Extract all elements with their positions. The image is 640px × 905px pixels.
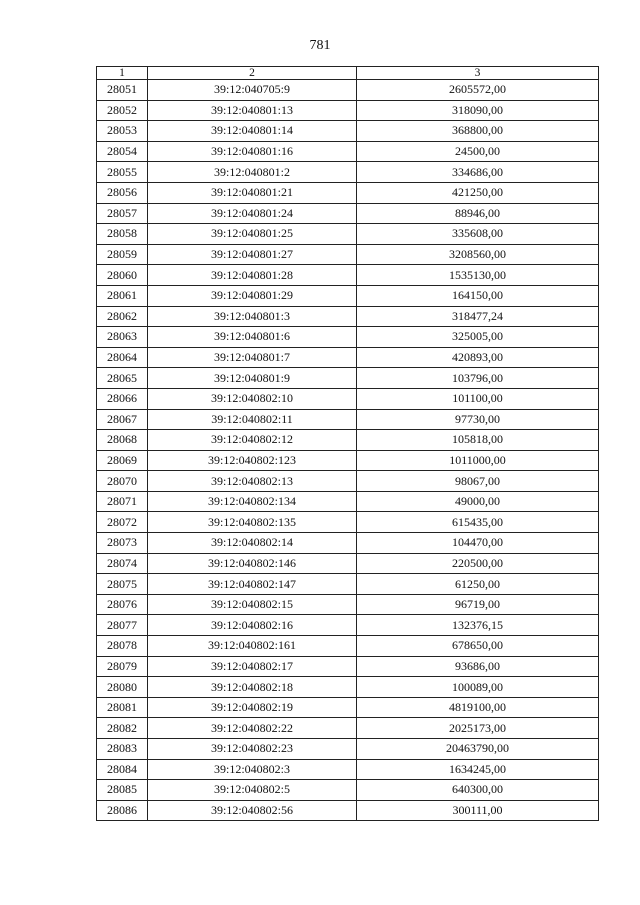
- table-row: [97, 533, 599, 554]
- value-cell: 61250,00: [357, 574, 599, 595]
- cadastral-number-cell: 39:12:040802:18: [148, 677, 357, 698]
- cadastral-number-cell: 39:12:040802:147: [148, 574, 357, 595]
- cadastral-number-cell: 39:12:040801:25: [148, 224, 357, 245]
- row-number-cell: 28067: [97, 409, 148, 430]
- table-row: [97, 800, 599, 821]
- column-header-3: 3: [357, 67, 599, 80]
- row-number-cell: 28058: [97, 224, 148, 245]
- row-number-cell: 28053: [97, 121, 148, 142]
- row-number-cell: 28061: [97, 285, 148, 306]
- cadastral-number-cell: 39:12:040801:29: [148, 285, 357, 306]
- registry-table-body: [97, 67, 599, 821]
- table-row: [97, 409, 599, 430]
- cadastral-number-cell: 39:12:040801:28: [148, 265, 357, 286]
- row-number-cell: 28072: [97, 512, 148, 533]
- value-cell: 97730,00: [357, 409, 599, 430]
- table-row: [97, 244, 599, 265]
- table-header-row: [97, 67, 599, 80]
- row-number-cell: 28060: [97, 265, 148, 286]
- table-row: [97, 141, 599, 162]
- table-row: [97, 285, 599, 306]
- table-row: [97, 327, 599, 348]
- table-row: [97, 739, 599, 760]
- cadastral-number-cell: 39:12:040802:22: [148, 718, 357, 739]
- row-number-cell: 28062: [97, 306, 148, 327]
- value-cell: 98067,00: [357, 471, 599, 492]
- value-cell: 1011000,00: [357, 450, 599, 471]
- cadastral-number-cell: 39:12:040801:21: [148, 182, 357, 203]
- table-row: [97, 697, 599, 718]
- row-number-cell: 28079: [97, 656, 148, 677]
- table-row: [97, 574, 599, 595]
- row-number-cell: 28078: [97, 636, 148, 657]
- table-row: [97, 491, 599, 512]
- row-number-cell: 28057: [97, 203, 148, 224]
- table-row: [97, 718, 599, 739]
- value-cell: 1634245,00: [357, 759, 599, 780]
- value-cell: 103796,00: [357, 368, 599, 389]
- cadastral-number-cell: 39:12:040801:9: [148, 368, 357, 389]
- table-row: [97, 368, 599, 389]
- value-cell: 105818,00: [357, 430, 599, 451]
- row-number-cell: 28056: [97, 182, 148, 203]
- registry-table: [96, 66, 599, 821]
- cadastral-number-cell: 39:12:040802:23: [148, 739, 357, 760]
- value-cell: 420893,00: [357, 347, 599, 368]
- row-number-cell: 28052: [97, 100, 148, 121]
- row-number-cell: 28069: [97, 450, 148, 471]
- row-number-cell: 28055: [97, 162, 148, 183]
- table-row: [97, 182, 599, 203]
- row-number-cell: 28086: [97, 800, 148, 821]
- row-number-cell: 28085: [97, 780, 148, 801]
- row-number-cell: 28070: [97, 471, 148, 492]
- cadastral-number-cell: 39:12:040802:123: [148, 450, 357, 471]
- row-number-cell: 28077: [97, 615, 148, 636]
- table-row: [97, 553, 599, 574]
- value-cell: 2605572,00: [357, 80, 599, 101]
- cadastral-number-cell: 39:12:040801:24: [148, 203, 357, 224]
- row-number-cell: 28073: [97, 533, 148, 554]
- cadastral-number-cell: 39:12:040801:2: [148, 162, 357, 183]
- row-number-cell: 28082: [97, 718, 148, 739]
- cadastral-number-cell: 39:12:040802:17: [148, 656, 357, 677]
- value-cell: 615435,00: [357, 512, 599, 533]
- cadastral-number-cell: 39:12:040801:13: [148, 100, 357, 121]
- cadastral-number-cell: 39:12:040801:3: [148, 306, 357, 327]
- cadastral-number-cell: 39:12:040802:19: [148, 697, 357, 718]
- cadastral-number-cell: 39:12:040802:5: [148, 780, 357, 801]
- value-cell: 421250,00: [357, 182, 599, 203]
- table-row: [97, 656, 599, 677]
- value-cell: 335608,00: [357, 224, 599, 245]
- value-cell: 318090,00: [357, 100, 599, 121]
- table-row: [97, 594, 599, 615]
- value-cell: 4819100,00: [357, 697, 599, 718]
- value-cell: 3208560,00: [357, 244, 599, 265]
- row-number-cell: 28054: [97, 141, 148, 162]
- table-row: [97, 450, 599, 471]
- table-row: [97, 759, 599, 780]
- table-row: [97, 80, 599, 101]
- value-cell: 132376,15: [357, 615, 599, 636]
- row-number-cell: 28075: [97, 574, 148, 595]
- value-cell: 1535130,00: [357, 265, 599, 286]
- cadastral-number-cell: 39:12:040802:11: [148, 409, 357, 430]
- cadastral-number-cell: 39:12:040802:134: [148, 491, 357, 512]
- cadastral-number-cell: 39:12:040802:146: [148, 553, 357, 574]
- row-number-cell: 28071: [97, 491, 148, 512]
- cadastral-number-cell: 39:12:040801:6: [148, 327, 357, 348]
- row-number-cell: 28059: [97, 244, 148, 265]
- cadastral-number-cell: 39:12:040802:135: [148, 512, 357, 533]
- row-number-cell: 28081: [97, 697, 148, 718]
- page-number: 781: [309, 38, 331, 53]
- row-number-cell: 28068: [97, 430, 148, 451]
- value-cell: 93686,00: [357, 656, 599, 677]
- value-cell: 88946,00: [357, 203, 599, 224]
- row-number-cell: 28064: [97, 347, 148, 368]
- cadastral-number-cell: 39:12:040802:14: [148, 533, 357, 554]
- table-row: [97, 388, 599, 409]
- value-cell: 220500,00: [357, 553, 599, 574]
- value-cell: 100089,00: [357, 677, 599, 698]
- table-row: [97, 347, 599, 368]
- cadastral-number-cell: 39:12:040802:161: [148, 636, 357, 657]
- row-number-cell: 28051: [97, 80, 148, 101]
- column-header-2: 2: [148, 67, 357, 80]
- value-cell: 164150,00: [357, 285, 599, 306]
- value-cell: 2025173,00: [357, 718, 599, 739]
- row-number-cell: 28063: [97, 327, 148, 348]
- value-cell: 104470,00: [357, 533, 599, 554]
- row-number-cell: 28084: [97, 759, 148, 780]
- cadastral-number-cell: 39:12:040802:13: [148, 471, 357, 492]
- value-cell: 678650,00: [357, 636, 599, 657]
- value-cell: 20463790,00: [357, 739, 599, 760]
- table-row: [97, 780, 599, 801]
- value-cell: 334686,00: [357, 162, 599, 183]
- column-header-1: 1: [97, 67, 148, 80]
- table-row: [97, 121, 599, 142]
- table-row: [97, 100, 599, 121]
- value-cell: 640300,00: [357, 780, 599, 801]
- cadastral-number-cell: 39:12:040802:15: [148, 594, 357, 615]
- cadastral-number-cell: 39:12:040705:9: [148, 80, 357, 101]
- value-cell: 96719,00: [357, 594, 599, 615]
- row-number-cell: 28076: [97, 594, 148, 615]
- value-cell: 49000,00: [357, 491, 599, 512]
- table-row: [97, 615, 599, 636]
- value-cell: 368800,00: [357, 121, 599, 142]
- row-number-cell: 28080: [97, 677, 148, 698]
- cadastral-number-cell: 39:12:040801:16: [148, 141, 357, 162]
- value-cell: 300111,00: [357, 800, 599, 821]
- value-cell: 325005,00: [357, 327, 599, 348]
- value-cell: 24500,00: [357, 141, 599, 162]
- value-cell: 318477,24: [357, 306, 599, 327]
- value-cell: 101100,00: [357, 388, 599, 409]
- table-row: [97, 677, 599, 698]
- table-row: [97, 162, 599, 183]
- cadastral-number-cell: 39:12:040802:12: [148, 430, 357, 451]
- table-row: [97, 224, 599, 245]
- table-row: [97, 430, 599, 451]
- cadastral-number-cell: 39:12:040802:16: [148, 615, 357, 636]
- cadastral-number-cell: 39:12:040802:10: [148, 388, 357, 409]
- row-number-cell: 28065: [97, 368, 148, 389]
- table-row: [97, 306, 599, 327]
- row-number-cell: 28074: [97, 553, 148, 574]
- cadastral-number-cell: 39:12:040801:14: [148, 121, 357, 142]
- table-row: [97, 203, 599, 224]
- cadastral-number-cell: 39:12:040801:27: [148, 244, 357, 265]
- row-number-cell: 28066: [97, 388, 148, 409]
- table-row: [97, 265, 599, 286]
- cadastral-number-cell: 39:12:040801:7: [148, 347, 357, 368]
- row-number-cell: 28083: [97, 739, 148, 760]
- table-row: [97, 471, 599, 492]
- cadastral-number-cell: 39:12:040802:3: [148, 759, 357, 780]
- table-row: [97, 636, 599, 657]
- table-row: [97, 512, 599, 533]
- cadastral-number-cell: 39:12:040802:56: [148, 800, 357, 821]
